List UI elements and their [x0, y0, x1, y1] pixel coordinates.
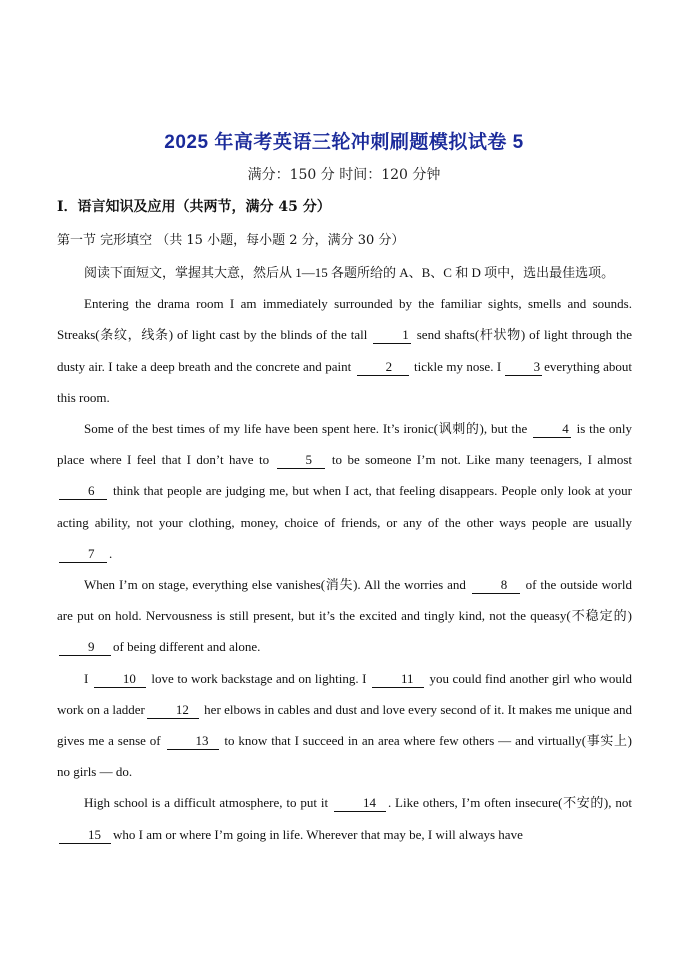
blank-10: 10	[94, 671, 146, 688]
exam-info: 满分：150 分 时间：120 分钟	[247, 167, 441, 183]
paragraph-2	[57, 413, 632, 569]
blank-4: 4	[533, 421, 571, 438]
blank-7: 7	[59, 546, 107, 563]
blank-13: 13	[167, 733, 219, 750]
text-run: .	[109, 545, 113, 561]
paragraph-1	[57, 288, 632, 413]
blank-12: 12	[147, 702, 199, 719]
text-run: Some of the best times of my life have been spent here. It’s ironic(讽刺的), but the	[84, 421, 532, 437]
paragraph-3	[57, 569, 632, 663]
text-run: When I’m on stage, everything else vanishes(消失). All the worries and	[84, 577, 470, 593]
text-run: you could find another girl who would work on a ladder	[57, 670, 632, 717]
blank-5: 5	[277, 452, 325, 469]
section-heading: I．语言知识及应用（共两节，满分 45 分）	[57, 199, 331, 215]
blank-1: 1	[373, 327, 411, 344]
passage	[57, 257, 632, 850]
blank-14: 14	[334, 795, 386, 812]
text-run: her elbows in cables and dust and love every second of it. It makes me unique and gives me a sense of	[57, 701, 633, 749]
text-run: . Like others, I’m often insecure(不安的), not	[387, 795, 632, 811]
text-run: tickle my nose. I	[410, 358, 505, 374]
text-run: High school is a difficult atmosphere, to put it	[84, 795, 332, 811]
page-title: 2025 年高考英语三轮冲刺刷题模拟试卷 5	[164, 132, 524, 153]
text-run: who I am or where I’m going in life. Wherever that may be, I will always have	[113, 826, 523, 842]
text-run: to be someone I’m not. Like many teenagers, I almost	[326, 452, 632, 468]
blank-11: 11	[372, 671, 424, 688]
blank-3: 3	[505, 359, 543, 376]
part-heading: 第一节 完形填空 （共 15 小题，每小题 2 分，满分 30 分）	[57, 233, 405, 248]
blank-15: 15	[59, 827, 111, 844]
paragraph-5	[57, 787, 632, 849]
text-run: send shafts(杆状物) of light through the dusty air. I take a deep breath and the concrete and paint	[57, 327, 632, 374]
text-run: of the outside world are put on hold. Nervousness is still present, but it’s the excited and tingly kind, not the queasy(不稳定的)	[57, 577, 632, 624]
text-run: to know that I succeed in an area where few others — and virtually(事实上) no girls — do.	[57, 733, 632, 780]
blank-2: 2	[357, 359, 409, 376]
text-run: I	[84, 670, 92, 686]
blank-9: 9	[59, 639, 111, 656]
text-run: think that people are judging me, but when I act, that feeling disappears. People only look at your acting ability, not your clothing, money, choice of friends, or any of the other ways people are usually	[57, 483, 632, 530]
paragraph-4	[57, 663, 632, 788]
text-run: is the only place where I feel that I don’t have to	[57, 421, 632, 468]
blank-8: 8	[472, 577, 520, 594]
instruction: 阅读下面短文，掌握其大意，然后从 1—15 各题所给的 A、B、C 和 D 项中，选出最佳选项。	[84, 265, 615, 280]
text-run: of being different and alone.	[113, 639, 261, 655]
blank-6: 6	[59, 483, 107, 500]
text-run: love to work backstage and on lighting. I	[147, 670, 370, 686]
text-run: everything about this room.	[57, 358, 632, 405]
text-run: Entering the drama room I am immediately surrounded by the familiar sights, smells and sounds. Streaks(条纹，线条) of light cast by the blinds of the tall	[57, 296, 632, 343]
